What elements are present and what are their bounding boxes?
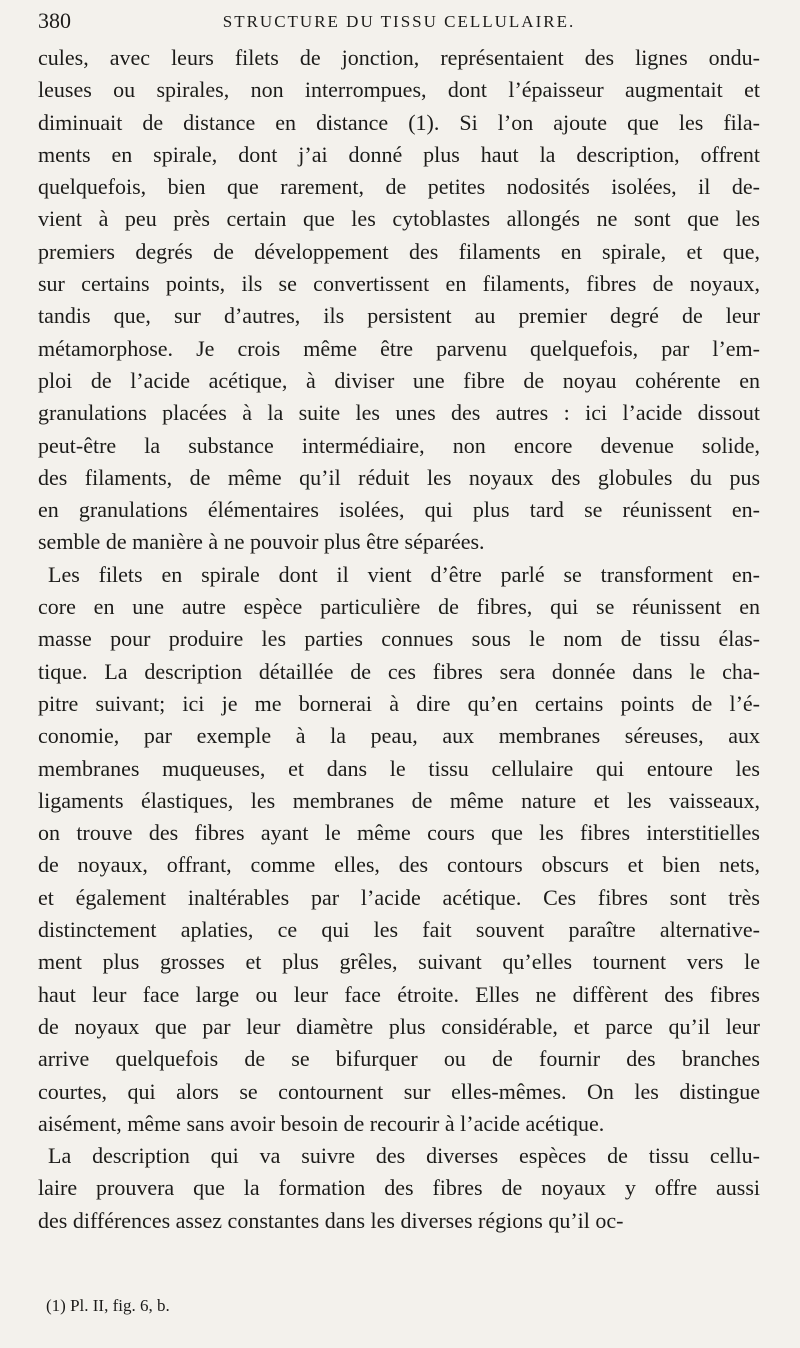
text-line: des différences assez constantes dans les diverses régions qu’il oc- — [38, 1207, 624, 1233]
footnote: (1) Pl. II, fig. 6, b. — [46, 1296, 170, 1315]
text-line: en granulations élémentaires isolées, qui plus tard se réunissent en- — [38, 497, 760, 523]
text-line: de noyaux, offrant, comme elles, des contours obscurs et bien nets, — [38, 852, 760, 878]
text-line: courtes, qui alors se contournent sur elles-mêmes. On les distingue — [38, 1078, 760, 1104]
text-line: ment plus grosses et plus grêles, suivant qu’elles tournent vers le — [38, 949, 760, 975]
page-number: 380 — [38, 8, 71, 33]
text-line: arrive quelquefois de se bifurquer ou de fournir des branches — [38, 1046, 760, 1072]
text-line: conomie, par exemple à la peau, aux membranes séreuses, aux — [38, 723, 760, 749]
text-line: aisément, même sans avoir besoin de recourir à l’acide acétique. — [38, 1110, 605, 1136]
text-line: quelquefois, bien que rarement, de petites nodosités isolées, il de- — [38, 174, 760, 200]
paragraph-description — [38, 1140, 760, 1237]
text-line: on trouve des fibres ayant le même cours que les fibres interstitielles — [38, 820, 760, 846]
book-page — [38, 0, 760, 1348]
paragraph-elastic-fibres — [38, 559, 760, 1140]
text-line: diminuait de distance en distance (1). Si l’on ajoute que les fila- — [38, 109, 760, 135]
text-line: ligaments élastiques, les membranes de même nature et les vaisseaux, — [38, 787, 760, 813]
text-line: laire prouvera que la formation des fibres de noyaux y offre aussi — [38, 1175, 760, 1201]
text-line: ploi de l’acide acétique, à diviser une fibre de noyau cohérente en — [38, 367, 760, 393]
text-line: pitre suivant; ici je me bornerai à dire qu’en certains points de l’é- — [38, 690, 760, 716]
text-line: haut leur face large ou leur face étroite. Elles ne diffèrent des fibres — [38, 981, 760, 1007]
text-line: masse pour produire les parties connues sous le nom de tissu élas- — [38, 626, 760, 652]
paragraph-continued — [38, 42, 760, 559]
text-line: core en une autre espèce particulière de fibres, qui se réunissent en — [38, 594, 760, 620]
text-line: semble de manière à ne pouvoir plus être séparées. — [38, 529, 485, 555]
page-body — [38, 42, 760, 1237]
running-title: STRUCTURE DU TISSU CELLULAIRE. — [222, 12, 576, 31]
text-line: et également inaltérables par l’acide acétique. Ces fibres sont très — [38, 884, 760, 910]
page-header — [38, 8, 760, 38]
text-line: des filaments, de même qu’il réduit les noyaux des globules du pus — [38, 464, 760, 490]
text-line: ments en spirale, dont j’ai donné plus haut la description, offrent — [38, 141, 760, 167]
text-line: sur certains points, ils se convertissent en filaments, fibres de noyaux, — [38, 271, 760, 297]
text-line: métamorphose. Je crois même être parvenu quelquefois, par l’em- — [38, 335, 760, 361]
text-line: cules, avec leurs filets de jonction, représentaient des lignes ondu- — [38, 45, 760, 70]
text-line: peut-être la substance intermédiaire, non encore devenue solide, — [38, 432, 760, 458]
text-line: vient à peu près certain que les cytoblastes allongés ne sont que les — [38, 206, 760, 232]
text-line: tique. La description détaillée de ces fibres sera donnée dans le cha- — [38, 658, 760, 684]
text-line: Les filets en spirale dont il vient d’être parlé se transforment en- — [48, 561, 760, 587]
text-line: La description qui va suivre des diverses espèces de tissu cellu- — [48, 1143, 760, 1169]
text-line: tandis que, sur d’autres, ils persistent au premier degré de leur — [38, 303, 760, 329]
text-line: de noyaux que par leur diamètre plus considérable, et parce qu’il leur — [38, 1013, 760, 1039]
text-line: leuses ou spirales, non interrompues, dont l’épaisseur augmentait et — [38, 77, 760, 103]
text-line: distinctement aplaties, ce qui les fait souvent paraître alternative- — [38, 917, 760, 943]
text-line: membranes muqueuses, et dans le tissu cellulaire qui entoure les — [38, 755, 760, 781]
text-line: granulations placées à la suite les unes des autres : ici l’acide dissout — [38, 400, 760, 426]
text-line: premiers degrés de développement des filaments en spirale, et que, — [38, 238, 760, 264]
